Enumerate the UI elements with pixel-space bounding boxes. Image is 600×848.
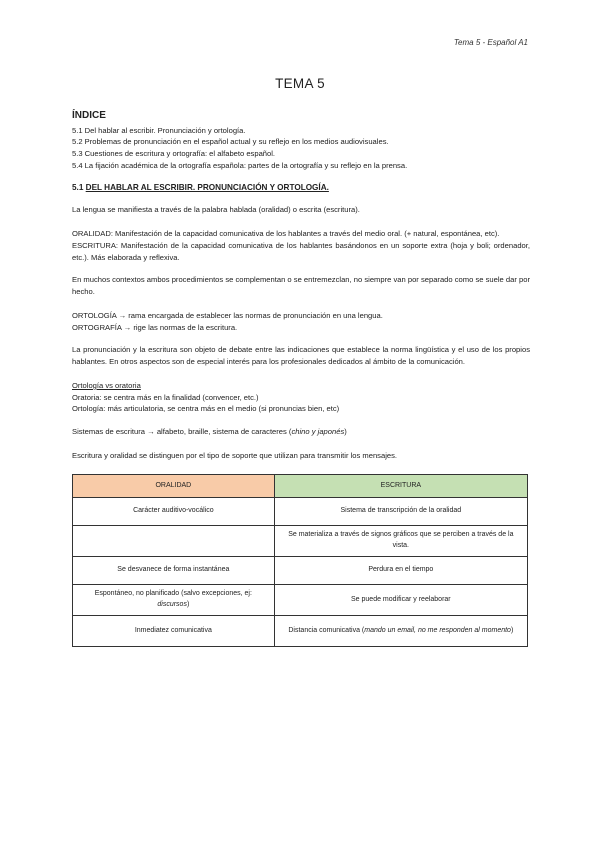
table-cell	[274, 497, 527, 525]
escritura-definition: : Manifestación de la capacidad comunicativa de los hablantes basándonos en un soporte extra (hoja y boli; ordenador, etc.). Más elaborada y reflexiva.	[72, 240, 530, 262]
table-cell	[274, 584, 527, 615]
table-cell	[73, 615, 275, 646]
sistemas-close: )	[344, 427, 347, 437]
index-heading: ÍNDICE	[72, 110, 106, 121]
ortologia-definition: → rama encargada de establecer las normas de pronunciación en una lengua.	[116, 310, 383, 320]
table-cell	[73, 584, 275, 615]
table-cell	[73, 556, 275, 584]
table-row	[73, 615, 528, 646]
section-number: 5.1	[72, 182, 84, 192]
table-of-contents	[72, 125, 530, 172]
cell-text: Inmediatez comunicativa	[134, 626, 212, 634]
ortologia-term: ORTOLOGÍA	[72, 310, 117, 320]
header-oralidad: ORALIDAD	[73, 474, 275, 497]
cell-text: Se materializa a través de signos gráficos que se perciben a través de la vista.	[288, 531, 514, 549]
oralidad-term: ORALIDAD	[72, 229, 111, 239]
toc-item: 5.1 Del hablar al escribir. Pronunciación y ortología.	[72, 125, 246, 135]
sistemas-paragraph	[72, 426, 530, 438]
ortografia-term: ORTOGRAFÍA	[72, 322, 122, 332]
intro-paragraph: La lengua se manifiesta a través de la palabra hablada (oralidad) o escrita (escritura).	[72, 205, 360, 215]
table-cell	[274, 525, 527, 556]
table-row	[73, 497, 528, 525]
cell-close: )	[186, 600, 190, 608]
cell-text: Se desvanece de forma instantánea	[117, 566, 230, 573]
toc-item: 5.4 La fijación académica de la ortografía española: partes de la ortografía y su reflejo en la prensa.	[72, 160, 408, 170]
cell-italic: mando un email, no me responden al momento	[364, 626, 511, 634]
toc-item: 5.2 Problemas de pronunciación en el español actual y su reflejo en los medios audiovisuales.	[72, 137, 389, 147]
cell-text: Se puede modificar y reelaborar	[351, 595, 451, 603]
soporte-paragraph: Escritura y oralidad se distinguen por el tipo de soporte que utilizan para transmitir los mensajes.	[72, 450, 398, 460]
section-title: DEL HABLAR AL ESCRIBIR. PRONUNCIACIÓN Y ORTOLOGÍA.	[85, 182, 329, 192]
oratoria-line: Oratoria: se centra más en la finalidad (convencer, etc.)	[72, 392, 259, 402]
cell-text: Carácter auditivo-vocálico	[133, 507, 214, 514]
debate-paragraph: La pronunciación y la escritura son objeto de debate entre las indicaciones que establece la norma lingüística y el uso de los propios hablantes. En otros aspectos son de especial interés para los profesionales dedicados al ámbito de la comunicación.	[72, 345, 530, 367]
ortologia-vs-oratoria-block	[72, 380, 530, 415]
table-row	[73, 556, 528, 584]
cell-text: Distancia comunicativa (	[288, 626, 365, 634]
comparison-table	[72, 474, 528, 647]
table-cell	[274, 615, 527, 646]
toc-item: 5.3 Cuestiones de escritura y ortografía: el alfabeto español.	[72, 149, 276, 159]
complement-paragraph: En muchos contextos ambos procedimientos se complementan o se entremezclan, no siempre van por separado como se suele dar por hecho.	[72, 275, 530, 297]
sistemas-text: Sistemas de escritura → alfabeto, braille, sistema de caracteres (	[72, 427, 292, 437]
document-body	[72, 108, 530, 647]
page-title: TEMA 5	[275, 76, 325, 91]
table-row	[73, 584, 528, 615]
section-heading	[72, 182, 530, 195]
ortografia-definition: → rige las normas de la escritura.	[121, 322, 238, 332]
cell-text: Perdura en el tiempo	[368, 566, 434, 573]
table-cell	[73, 525, 275, 556]
vs-heading: Ortología vs oratoria	[72, 380, 141, 390]
ortologia-ortografia-paragraph	[72, 310, 530, 334]
table-header-row	[73, 474, 528, 497]
table-cell	[274, 556, 527, 584]
sistemas-italic: chino y japonés	[291, 427, 345, 437]
definitions-paragraph	[72, 228, 530, 263]
cell-italic: discursos	[157, 600, 187, 608]
cell-close: )	[510, 626, 514, 634]
oralidad-definition: : Manifestación de la capacidad comunicativa de los hablantes a través del medio oral. (+ natural, espontánea, etc).	[110, 229, 500, 239]
escritura-term: ESCRITURA	[72, 240, 116, 250]
table-cell	[73, 497, 275, 525]
cell-text: Sistema de transcripción de la oralidad	[340, 507, 462, 514]
table-row	[73, 525, 528, 556]
header-escritura: ESCRITURA	[274, 474, 527, 497]
cell-text: Espontáneo, no planificado (salvo excepciones, ej:	[94, 590, 252, 598]
ortologia-line: Ortología: más articulatoria, se centra más en el medio (si pronuncias bien, etc)	[72, 404, 340, 414]
running-header: Tema 5 - Español A1	[453, 38, 528, 47]
